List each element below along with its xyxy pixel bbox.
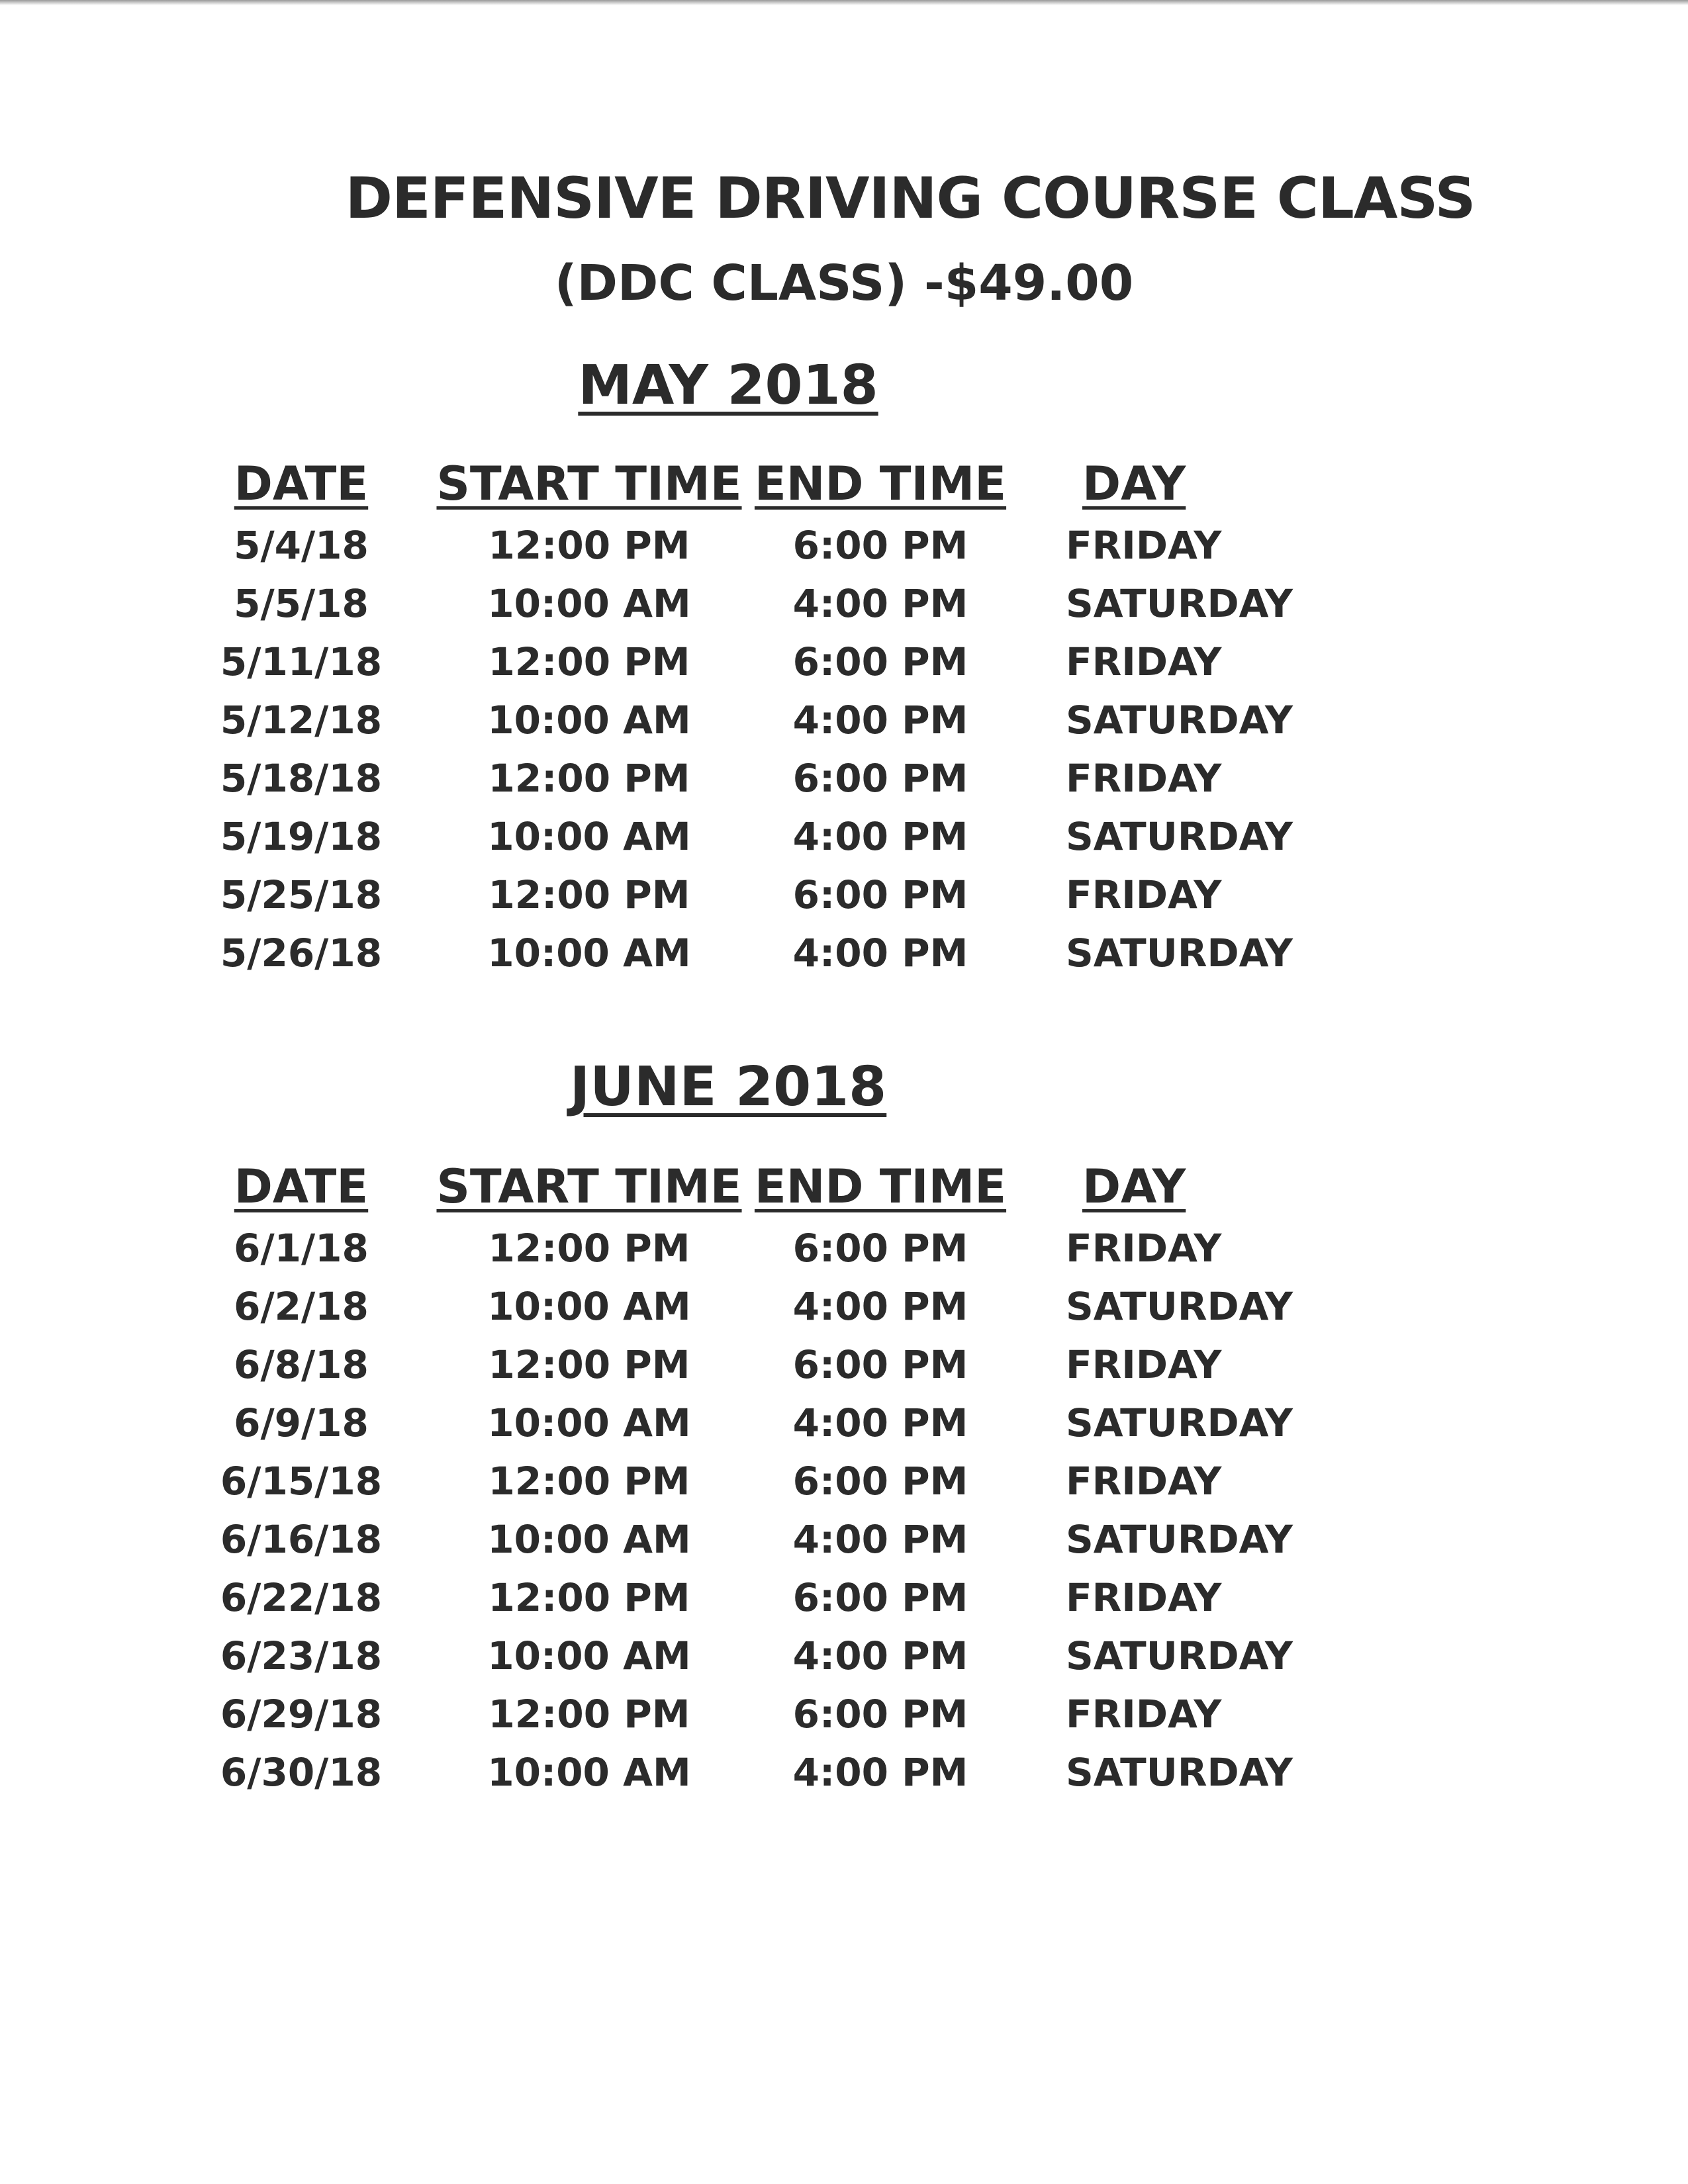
column-header-date-text: DATE <box>234 457 369 511</box>
cell-start-time: 10:00 AM <box>487 698 691 743</box>
cell-end-time: 6:00 PM <box>792 872 968 917</box>
cell-end-time: 4:00 PM <box>792 814 968 859</box>
table-row <box>0 1400 1688 1459</box>
cell-day: FRIDAY <box>1066 639 1222 684</box>
scan-edge <box>0 0 1688 5</box>
cell-end-time: 4:00 PM <box>792 1750 968 1795</box>
table-row <box>0 1575 1688 1633</box>
table-row <box>0 1750 1688 1808</box>
table-row <box>0 523 1688 581</box>
cell-start-time: 12:00 PM <box>488 756 690 801</box>
cell-end-time: 6:00 PM <box>792 1342 968 1387</box>
month-heading-june <box>0 1056 1456 1118</box>
table-row <box>0 814 1688 872</box>
table-row <box>0 756 1688 814</box>
cell-day: FRIDAY <box>1066 756 1222 801</box>
column-header-start-time-text: START TIME <box>436 1160 742 1214</box>
cell-day: SATURDAY <box>1066 1633 1293 1678</box>
cell-end-time: 6:00 PM <box>792 1459 968 1504</box>
cell-end-time: 6:00 PM <box>792 639 968 684</box>
column-header-end-time-text: END TIME <box>754 457 1007 511</box>
page-subtitle: (DDC CLASS) -$49.00 <box>554 255 1134 312</box>
month-heading-may-text: MAY 2018 <box>578 354 878 417</box>
schedule-table-june <box>0 1160 1688 1808</box>
cell-start-time: 10:00 AM <box>487 1400 691 1445</box>
cell-date: 5/25/18 <box>220 872 383 917</box>
column-header-date-text: DATE <box>234 1160 369 1214</box>
column-header-start-time <box>430 1160 748 1214</box>
cell-day: SATURDAY <box>1066 1517 1293 1562</box>
cell-start-time: 10:00 AM <box>487 1750 691 1795</box>
cell-day: SATURDAY <box>1066 1750 1293 1795</box>
cell-date: 5/12/18 <box>220 698 383 743</box>
column-header-start-time <box>430 457 748 511</box>
cell-date: 6/15/18 <box>220 1459 383 1504</box>
month-heading-june-text: JUNE 2018 <box>569 1056 887 1118</box>
schedule-rows-june <box>0 1226 1688 1808</box>
table-row <box>0 1342 1688 1400</box>
cell-day: FRIDAY <box>1066 1459 1222 1504</box>
cell-date: 5/4/18 <box>234 523 369 568</box>
cell-end-time: 6:00 PM <box>792 1226 968 1271</box>
column-header-end-time-text: END TIME <box>754 1160 1007 1214</box>
column-header-date <box>142 1160 460 1214</box>
cell-start-time: 10:00 AM <box>487 814 691 859</box>
cell-end-time: 4:00 PM <box>792 698 968 743</box>
cell-date: 6/16/18 <box>220 1517 383 1562</box>
cell-day: SATURDAY <box>1066 931 1293 976</box>
cell-end-time: 4:00 PM <box>792 1517 968 1562</box>
table-row <box>0 581 1688 639</box>
cell-day: FRIDAY <box>1066 523 1222 568</box>
cell-day: FRIDAY <box>1066 1575 1222 1620</box>
table-header-row <box>0 1160 1688 1226</box>
cell-date: 5/5/18 <box>234 581 369 626</box>
column-header-day <box>1082 1160 1427 1214</box>
cell-day: FRIDAY <box>1066 1342 1222 1387</box>
cell-start-time: 12:00 PM <box>488 523 690 568</box>
cell-end-time: 6:00 PM <box>792 1575 968 1620</box>
cell-end-time: 4:00 PM <box>792 1284 968 1329</box>
cell-date: 5/19/18 <box>220 814 383 859</box>
cell-start-time: 12:00 PM <box>488 1575 690 1620</box>
cell-date: 5/26/18 <box>220 931 383 976</box>
column-header-day <box>1082 457 1427 511</box>
schedule-table-may <box>0 457 1688 989</box>
cell-end-time: 4:00 PM <box>792 931 968 976</box>
cell-day: FRIDAY <box>1066 1226 1222 1271</box>
table-row <box>0 872 1688 931</box>
cell-date: 6/8/18 <box>234 1342 369 1387</box>
cell-date: 5/18/18 <box>220 756 383 801</box>
cell-start-time: 12:00 PM <box>488 1459 690 1504</box>
cell-date: 6/2/18 <box>234 1284 369 1329</box>
cell-date: 5/11/18 <box>220 639 383 684</box>
table-row <box>0 931 1688 989</box>
table-row <box>0 1459 1688 1517</box>
table-row <box>0 639 1688 698</box>
cell-end-time: 4:00 PM <box>792 1633 968 1678</box>
cell-date: 6/30/18 <box>220 1750 383 1795</box>
schedule-rows-may <box>0 523 1688 989</box>
cell-date: 6/29/18 <box>220 1692 383 1737</box>
cell-date: 6/9/18 <box>234 1400 369 1445</box>
table-row <box>0 1517 1688 1575</box>
table-row <box>0 1633 1688 1692</box>
cell-start-time: 10:00 AM <box>487 931 691 976</box>
column-header-day-text: DAY <box>1082 457 1186 511</box>
cell-start-time: 10:00 AM <box>487 1633 691 1678</box>
cell-start-time: 12:00 PM <box>488 639 690 684</box>
cell-start-time: 12:00 PM <box>488 1342 690 1387</box>
cell-start-time: 12:00 PM <box>488 1226 690 1271</box>
cell-start-time: 12:00 PM <box>488 1692 690 1737</box>
table-row <box>0 698 1688 756</box>
cell-start-time: 10:00 AM <box>487 1284 691 1329</box>
table-row <box>0 1226 1688 1284</box>
cell-start-time: 10:00 AM <box>487 1517 691 1562</box>
column-header-day-text: DAY <box>1082 1160 1186 1214</box>
cell-day: SATURDAY <box>1066 1400 1293 1445</box>
cell-date: 6/1/18 <box>234 1226 369 1271</box>
cell-end-time: 4:00 PM <box>792 581 968 626</box>
column-header-end-time <box>722 457 1039 511</box>
cell-date: 6/22/18 <box>220 1575 383 1620</box>
cell-day: SATURDAY <box>1066 698 1293 743</box>
cell-end-time: 4:00 PM <box>792 1400 968 1445</box>
cell-end-time: 6:00 PM <box>792 523 968 568</box>
cell-start-time: 10:00 AM <box>487 581 691 626</box>
page-title: DEFENSIVE DRIVING COURSE CLASS <box>345 165 1476 232</box>
table-header-row <box>0 457 1688 523</box>
cell-start-time: 12:00 PM <box>488 872 690 917</box>
cell-day: SATURDAY <box>1066 1284 1293 1329</box>
table-row <box>0 1692 1688 1750</box>
cell-end-time: 6:00 PM <box>792 756 968 801</box>
cell-day: FRIDAY <box>1066 1692 1222 1737</box>
column-header-start-time-text: START TIME <box>436 457 742 511</box>
column-header-date <box>142 457 460 511</box>
cell-end-time: 6:00 PM <box>792 1692 968 1737</box>
month-heading-may <box>0 354 1456 417</box>
cell-day: SATURDAY <box>1066 581 1293 626</box>
table-row <box>0 1284 1688 1342</box>
column-header-end-time <box>722 1160 1039 1214</box>
cell-day: SATURDAY <box>1066 814 1293 859</box>
cell-day: FRIDAY <box>1066 872 1222 917</box>
cell-date: 6/23/18 <box>220 1633 383 1678</box>
